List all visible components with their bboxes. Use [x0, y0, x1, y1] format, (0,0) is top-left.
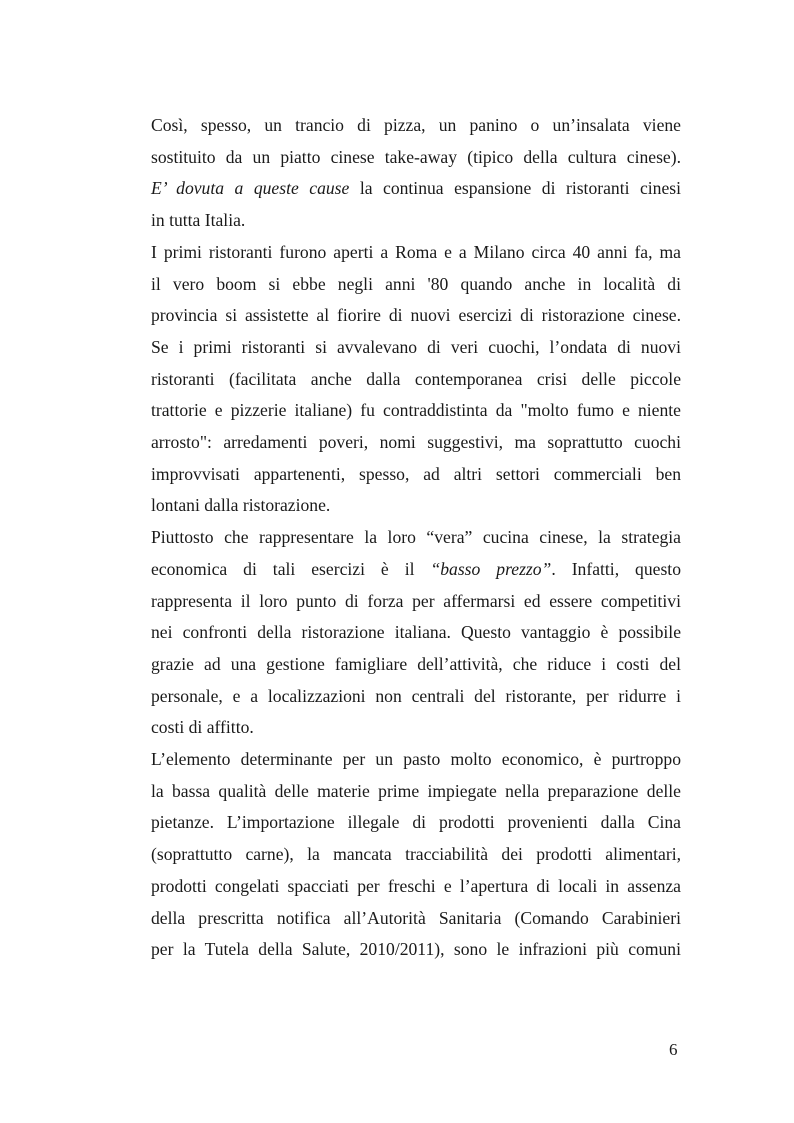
text-line [151, 364, 681, 396]
text-line [151, 681, 681, 713]
text-line [151, 237, 681, 269]
page-number: 6 [669, 1040, 678, 1059]
text-run: provincia si assistette al fiorire di nuovi esercizi di ristorazione cinese. [151, 305, 681, 326]
text-run: per la Tutela della Salute, 2010/2011), sono le infrazioni più comuni [151, 939, 681, 960]
text-line [151, 934, 681, 966]
italic-run: “basso prezzo” [430, 558, 552, 579]
text-run: arrosto": arredamenti poveri, nomi suggestivi, ma soprattutto cuochi [151, 432, 681, 453]
text-line [151, 903, 681, 935]
text-run: la continua espansione di ristoranti cinesi [349, 178, 682, 199]
italic-run: E’ dovuta a queste cause [151, 178, 350, 199]
text-run: trattorie e pizzerie italiane) fu contraddistinta da "molto fumo e niente [151, 400, 681, 421]
text-run: costi di affitto. [151, 717, 254, 738]
text-run: . Infatti, questo [551, 558, 681, 579]
text-run: lontani dalla ristorazione. [151, 495, 331, 516]
text-run: la bassa qualità delle materie prime impiegate nella preparazione delle [151, 780, 681, 801]
text-line [151, 110, 681, 142]
text-line [151, 269, 681, 301]
paragraph [151, 110, 681, 237]
text-run: nei confronti della ristorazione italiana. Questo vantaggio è possibile [151, 622, 681, 643]
text-run: Piuttosto che rappresentare la loro “vera” cucina cinese, la strategia [151, 527, 681, 548]
text-line [151, 142, 681, 174]
text-run: personale, e a localizzazioni non centrali del ristorante, per ridurre i [151, 685, 681, 706]
text-line [151, 586, 681, 618]
text-line [151, 712, 681, 744]
text-line [151, 871, 681, 903]
text-line [151, 173, 681, 205]
text-line [151, 617, 681, 649]
text-run: economica di tali esercizi è il [151, 558, 431, 579]
text-line [151, 395, 681, 427]
paragraph [151, 522, 681, 744]
text-run: il vero boom si ebbe negli anni '80 quando anche in località di [151, 273, 681, 294]
text-line [151, 427, 681, 459]
text-line [151, 807, 681, 839]
paragraph [151, 744, 681, 966]
text-run: ristoranti (facilitata anche dalla contemporanea crisi delle piccole [151, 368, 681, 389]
text-line [151, 300, 681, 332]
text-line [151, 332, 681, 364]
text-line [151, 649, 681, 681]
text-line [151, 205, 681, 237]
text-run: rappresenta il loro punto di forza per affermarsi ed essere competitivi [151, 590, 681, 611]
text-run: prodotti congelati spacciati per freschi e l’apertura di locali in assenza [151, 875, 681, 896]
text-run: Così, spesso, un trancio di pizza, un panino o un’insalata viene [151, 115, 681, 135]
text-line [151, 459, 681, 491]
text-run: I primi ristoranti furono aperti a Roma e a Milano circa 40 anni fa, ma [151, 241, 681, 262]
text-line [151, 744, 681, 776]
text-line [151, 776, 681, 808]
text-run: Se i primi ristoranti si avvalevano di veri cuochi, l’ondata di nuovi [151, 336, 681, 357]
text-run: improvvisati appartenenti, spesso, ad altri settori commerciali ben [151, 463, 681, 484]
text-line [151, 522, 681, 554]
text-line [151, 554, 681, 586]
body-text [151, 110, 681, 966]
text-run: in tutta Italia. [151, 210, 246, 231]
text-run: pietanze. L’importazione illegale di prodotti provenienti dalla Cina [151, 812, 681, 833]
text-run: sostituito da un piatto cinese take-away (tipico della cultura cinese). [151, 146, 681, 167]
text-run: L’elemento determinante per un pasto molto economico, è purtroppo [151, 749, 681, 770]
paragraph [151, 237, 681, 522]
text-run: della prescritta notifica all’Autorità Sanitaria (Comando Carabinieri [151, 907, 681, 928]
text-line [151, 490, 681, 522]
text-run: (soprattutto carne), la mancata tracciabilità dei prodotti alimentari, [151, 844, 681, 865]
text-line [151, 839, 681, 871]
text-run: grazie ad una gestione famigliare dell’attività, che riduce i costi del [151, 653, 681, 674]
